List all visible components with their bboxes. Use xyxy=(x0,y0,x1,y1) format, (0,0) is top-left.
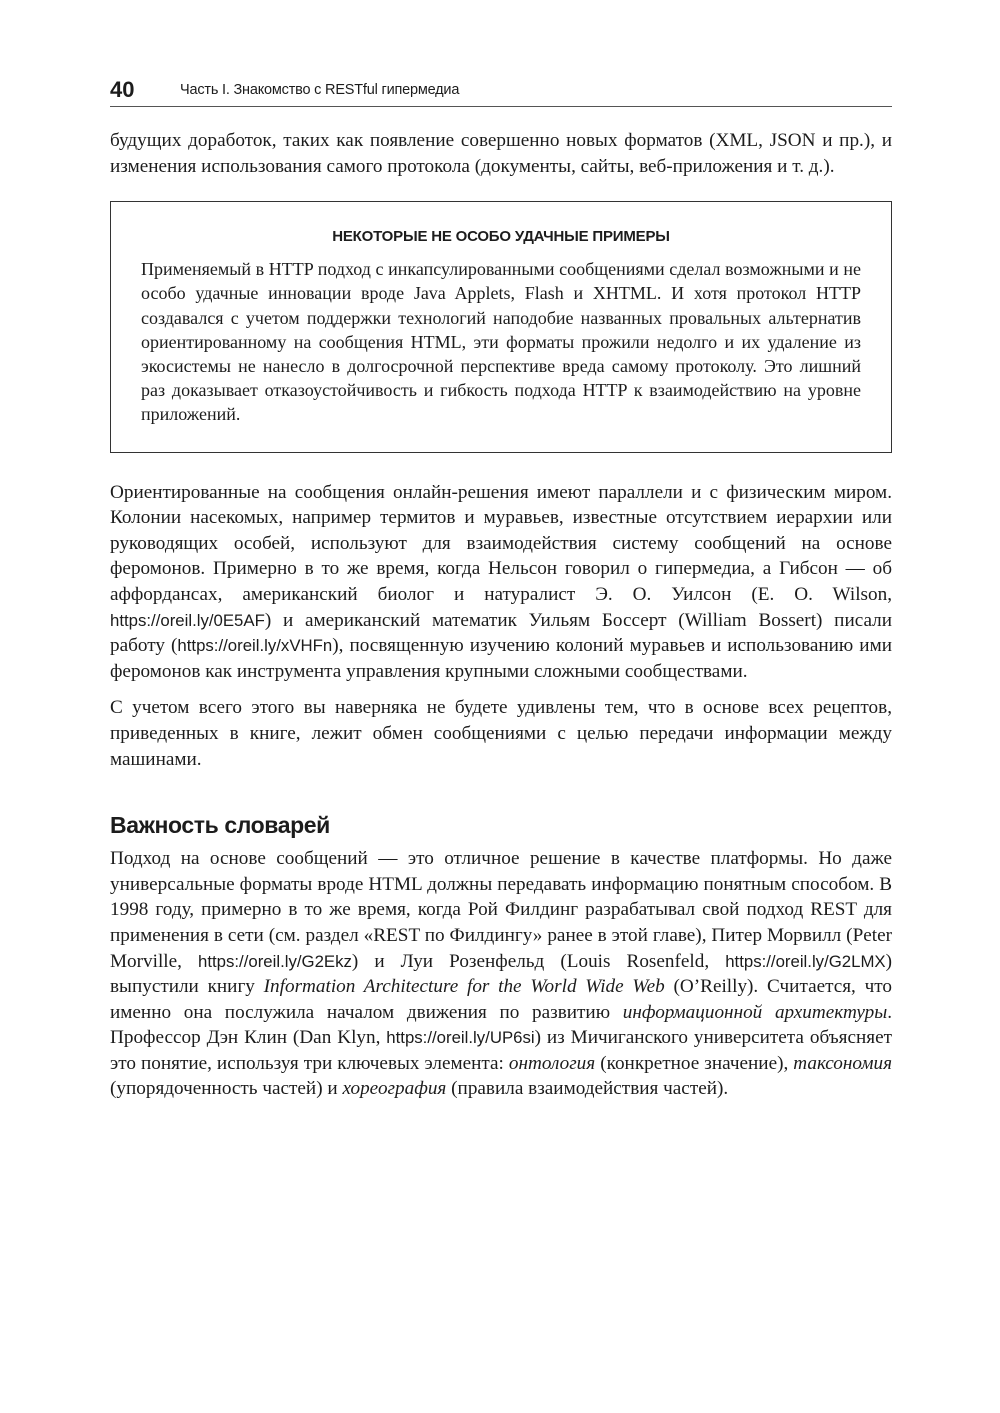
intro-paragraph: будущих доработок, таких как появление совершенно новых форматов (XML, JSON и пр.), и изменения использования самого протокола (документы, сайты, веб-приложения и т. д.). xyxy=(110,130,892,177)
paragraph-text: . Профессор Дэн Клин (Dan Klyn, xyxy=(110,1001,892,1049)
term-ontology: онтология xyxy=(508,1052,596,1074)
paragraph-text: (O’Reilly). Считается, что именно она послужила началом движения по развитию xyxy=(110,976,892,1023)
paragraph-text: Подход на основе сообщений — это отличное решение в качестве платформы. Но даже универсальные форматы вроде HTML должны передавать информацию понятным способом. В 1998 году, примерно в то же время, когда Рой Филдинг разрабатывал свой подход REST для применения в сети (см. раздел «REST по Филдингу» ранее в этой главе), Питер Морвилл (Peter Morville, xyxy=(110,848,892,972)
link-wilson[interactable]: https://oreil.ly/0E5AF xyxy=(110,610,265,630)
link-rosenfeld[interactable]: https://oreil.ly/G2LMX xyxy=(725,951,886,971)
paragraph-messaging: С учетом всего этого вы наверняка не будете удивлены тем, что в основе всех рецептов, приведенных в книге, лежит обмен сообщениями с целью передачи информации между машинами. xyxy=(110,697,892,770)
page-header xyxy=(110,70,892,107)
paragraph-vocabularies xyxy=(110,846,892,1102)
sidebar-title: НЕКОТОРЫЕ НЕ ОСОБО УДАЧНЫЕ ПРИМЕРЫ xyxy=(332,228,670,246)
book-page xyxy=(110,70,892,1102)
paragraph-text: (упорядоченность частей) и xyxy=(110,1078,343,1100)
paragraph-text: (правила взаимодействия частей). xyxy=(446,1078,729,1100)
paragraph-text: ) и американский математик Уильям Боссерт (William Bossert) писали работу ( xyxy=(110,609,892,657)
term-information-architecture: информационной архитектуры xyxy=(622,1001,888,1023)
term-choreography: хореография xyxy=(342,1078,447,1100)
paragraph-text: ) и Луи Розенфельд (Louis Rosenfeld, xyxy=(351,950,726,972)
link-klyn[interactable]: https://oreil.ly/UP6si xyxy=(386,1028,535,1048)
link-bossert-work[interactable]: https://oreil.ly/xVHFn xyxy=(177,636,333,656)
paragraph-text: (конкретное значение), xyxy=(595,1052,794,1074)
paragraph-text: ) из Мичиганского университета объясняет это понятие, используя три ключевых элемента: xyxy=(110,1027,892,1074)
paragraph-text: Ориентированные на сообщения онлайн-решения имеют параллели и с физическим миром. Колонии насекомых, например термитов и муравьев, известные отсутствием иерархии или руководящих особей, используют для взаимодействия систему сообщений на основе феромонов. Примерно в то же время, когда Нельсон говорил о гипермедиа, а Гибсон — об аффордансах, американский биолог и натуралист Э. О. Уилсон (E. O. Wilson, xyxy=(110,481,892,605)
paragraph-text: ) выпустили книгу xyxy=(110,950,893,998)
paragraph-text: ), посвященную изучению колоний муравьев и использованию ими феромонов как инструмента управления крупными сложными сообществами. xyxy=(110,635,892,682)
sidebar-box xyxy=(110,201,892,452)
paragraph-pheromones xyxy=(110,480,892,685)
term-taxonomy: таксономия xyxy=(793,1052,892,1074)
page-number: 40 xyxy=(110,77,135,102)
link-morville[interactable]: https://oreil.ly/G2Ekz xyxy=(198,951,352,971)
section-heading: Важность словарей xyxy=(110,812,330,839)
sidebar-text: Применяемый в HTTP подход с инкапсулированными сообщениями сделал возможными и не особо удачные инновации вроде Java Applets, Flash и XHTML. И хотя протокол HTTP создавался с учетом поддержки технологий наподобие названных провальных альтернатив ориентированному на сообщения HTML, эти форматы прожили недолго и их удаление из экосистемы не нанесло в долгосрочной перспективе вреда самому протоколу. Это лишний раз доказывает отказоустойчивость и гибкость подхода HTTP к взаимодействию на уровне приложений. xyxy=(141,259,861,425)
book-title: Information Architecture for the World Wide Web xyxy=(263,976,665,998)
running-title: Часть I. Знакомство с RESTful гипермедиа xyxy=(180,82,460,98)
